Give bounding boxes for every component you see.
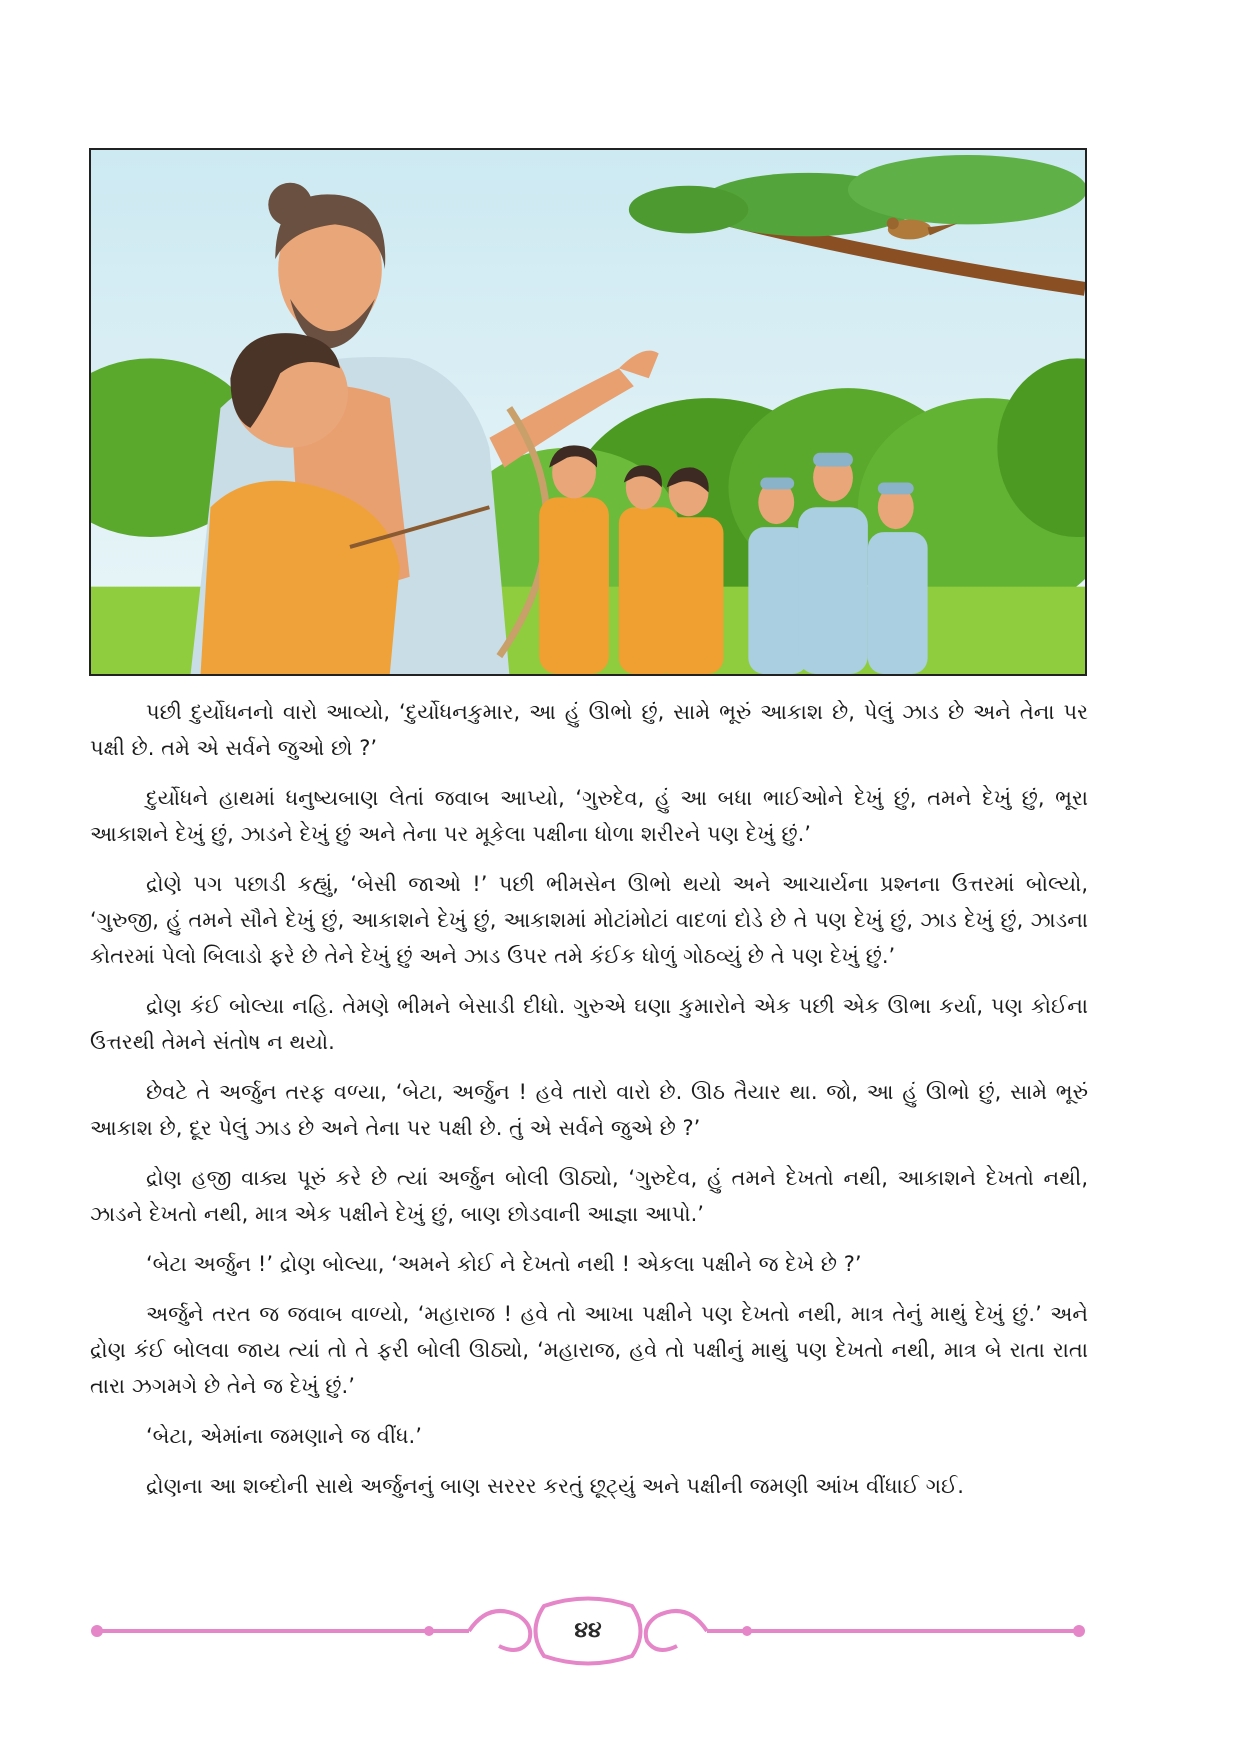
- page-number: ૪૪: [574, 1618, 602, 1643]
- paragraph: દ્રોણ હજી વાક્ય પૂરું કરે છે ત્યાં અર્જુન બોલી ઊઠ્યો, ‘ગુરુદેવ, હું તમને દેખતો નથી, આકાશને દેખતો નથી, ઝાડને દેખતો નથી, માત્ર એક પક્ષીને દેખું છું, બાણ છોડવાની આજ્ઞા આપો.’: [90, 1166, 1088, 1226]
- paragraph: અર્જુને તરત જ જવાબ વાળ્યો, ‘મહારાજ ! હવે તો આખા પક્ષીને પણ દેખતો નથી, માત્ર તેનું માથું દેખું છું.’ અને દ્રોણ કંઈ બોલવા જાય ત્યાં તો તે ફરી બોલી ઊઠ્યો, ‘મહારાજ, હવે તો પક્ષીનું માથું પણ દેખતો નથી, માત્ર બે રાતા રાતા તારા ઝગમગે છે તેને જ દેખું છું.’: [90, 1302, 1088, 1398]
- paragraph: દુર્યોધને હાથમાં ધનુષ્યબાણ લેતાં જવાબ આપ્યો, ‘ગુરુદેવ, હું આ બધા ભાઈઓને દેખું છું, તમને દેખું છું, ભૂરા આકાશને દેખું છું, ઝાડને દેખું છું અને તેના પર મૂકેલા પક્ષીના ધોળા શરીરને પણ દેખું છું.’: [90, 786, 1088, 846]
- paragraph: દ્રોણના આ શબ્દોની સાથે અર્જુનનું બાણ સરરર કરતું છૂટ્યું અને પક્ષીની જમણી આંખ વીંધાઈ ગઈ.: [146, 1474, 964, 1498]
- page-footer: [89, 1596, 1087, 1666]
- paragraph: દ્રોણ કંઈ બોલ્યા નહિ. તેમણે ભીમને બેસાડી દીધો. ગુરુએ ઘણા કુમારોને એક પછી એક ઊભા કર્યા, પણ કોઈના ઉત્તરથી તેમને સંતોષ ન થયો.: [90, 994, 1088, 1054]
- paragraph: છેવટે તે અર્જુન તરફ વળ્યા, ‘બેટા, અર્જુન ! હવે તારો વારો છે. ઊઠ તૈયાર થા. જો, આ હું ઊભો છું, સામે ભૂરું આકાશ છે, દૂર પેલું ઝાડ છે અને તેના પર પક્ષી છે. તું એ સર્વને જુએ છે ?’: [90, 1080, 1088, 1140]
- story-illustration: [89, 148, 1087, 676]
- paragraph: ‘બેટા અર્જુન !’ દ્રોણ બોલ્યા, ‘અમને કોઈ ને દેખતો નથી ! એકલા પક્ષીને જ દેખે છે ?’: [146, 1252, 862, 1276]
- paragraph: દ્રોણે પગ પછાડી કહ્યું, ‘બેસી જાઓ !’ પછી ભીમસેન ઊભો થયો અને આચાર્યના પ્રશ્નના ઉત્તરમાં બોલ્યો, ‘ગુરુજી, હું તમને સૌને દેખું છું, આકાશને દેખું છું, આકાશમાં મોટાંમોટાં વાદળાં દોડે છે તે પણ દેખું છું, ઝાડ દેખું છું, ઝાડના કોતરમાં પેલો બિલાડો ફરે છે તેને દેખું છું અને ઝાડ ઉપર તમે કંઈક ધોળું ગોઠવ્યું છે તે પણ દેખું છું.’: [90, 872, 1088, 968]
- story-text: [90, 694, 1088, 1518]
- paragraph: ‘બેટા, એમાંના જમણાને જ વીંધ.’: [146, 1424, 422, 1448]
- illustration-scene: [91, 150, 1085, 674]
- paragraph: પછી દુર્યોધનનો વારો આવ્યો, ‘દુર્યોધનકુમાર, આ હું ઊભો છું, સામે ભૂરું આકાશ છે, પેલું ઝાડ છે અને તેના પર પક્ષી છે. તમે એ સર્વને જુઓ છો ?’: [90, 700, 1088, 760]
